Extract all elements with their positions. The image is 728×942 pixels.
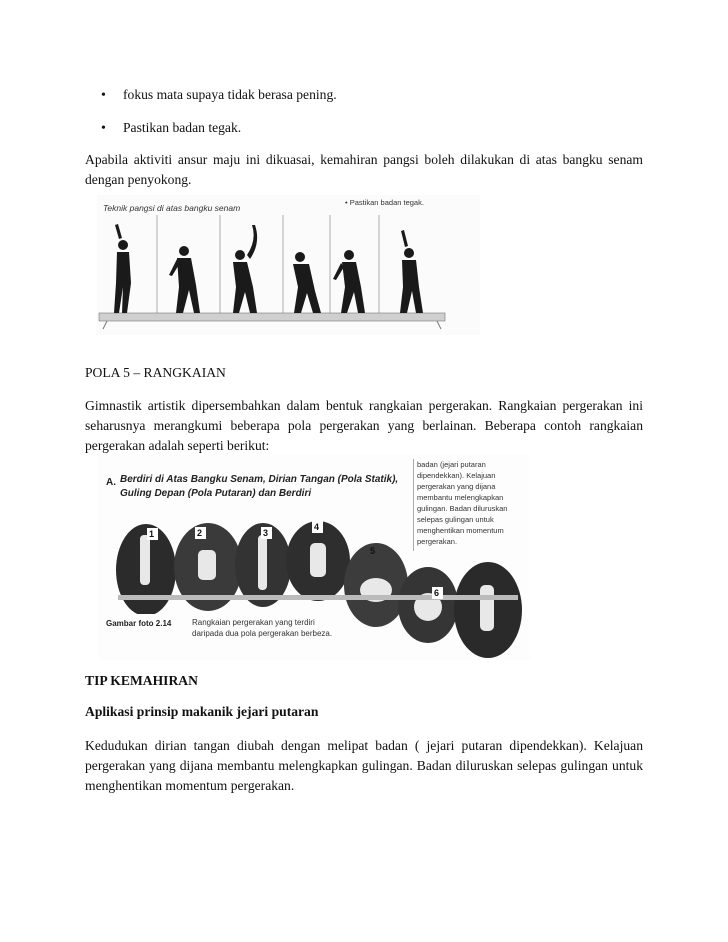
photo-number: 5 bbox=[370, 546, 376, 556]
bench bbox=[99, 313, 445, 321]
figure1-caption-left: Teknik pangsi di atas bangku senam bbox=[103, 203, 241, 213]
figure-pivot-bench bbox=[97, 195, 480, 335]
bullet-dot: • bbox=[101, 88, 106, 103]
tip-heading: TIP KEMAHIRAN bbox=[85, 673, 198, 688]
bullet-dot: • bbox=[101, 121, 106, 136]
figure2-title-text: Berdiri di Atas Bangku Senam, Dirian Tangan (Pola Statik), Guling Depan (Pola Putaran) dan Berdiri bbox=[120, 474, 399, 499]
figure2-caption-bold: Gambar foto 2.14 bbox=[106, 619, 172, 628]
bullet-item bbox=[101, 120, 241, 137]
photo-number: 6 bbox=[434, 588, 440, 598]
tip-paragraph: Kedudukan dirian tangan diubah dengan melipat badan ( jejari putaran dipendekkan). Kelajuan pergerakan yang dijana membantu melengkapkan gulingan. Badan diluruskan selepas gulingan untuk menghentikan momentum pergerakan. bbox=[85, 738, 643, 793]
pola5-heading: POLA 5 – RANGKAIAN bbox=[85, 365, 226, 380]
tip-subheading: Aplikasi prinsip makanik jejari putaran bbox=[85, 704, 319, 719]
photo-number: 3 bbox=[263, 528, 269, 538]
bullet-text: Pastikan badan tegak. bbox=[123, 120, 242, 135]
pola5-paragraph: Gimnastik artistik dipersembahkan dalam bentuk rangkaian pergerakan. Rangkaian pergerakan ini seharusnya merangkumi beberapa pola pergerakan yang berlainan. Beberapa contoh rangkaian pergerakan adalah seperti berikut: bbox=[85, 398, 643, 453]
figure2-caption-text: Rangkaian pergerakan yang terdiri daripada dua pola pergerakan berbeza. bbox=[192, 618, 333, 638]
photo-number: 4 bbox=[314, 522, 320, 532]
sequence-illustration bbox=[98, 455, 530, 660]
figure2-side-note: badan (jejari putaran dipendekkan). Kelajuan pergerakan yang dijana membantu melengkapkan gulingan. Badan diluruskan selepas gulingan untuk menghentikan momentum pergerakan. bbox=[413, 459, 525, 551]
photo-number: 2 bbox=[197, 528, 203, 538]
intro-paragraph: Apabila aktiviti ansur maju ini dikuasai, kemahiran pangsi boleh dilakukan di atas bangku senam dengan penyokong. bbox=[85, 152, 643, 187]
bullet-item bbox=[101, 87, 337, 104]
pivot-illustration bbox=[97, 195, 480, 335]
figure2-title-label: A. bbox=[106, 477, 116, 488]
photo-number: 1 bbox=[149, 529, 155, 539]
figure1-caption-right: • Pastikan badan tegak. bbox=[345, 198, 424, 207]
bullet-text: fokus mata supaya tidak berasa pening. bbox=[123, 87, 337, 102]
figure-sequence bbox=[98, 455, 530, 660]
